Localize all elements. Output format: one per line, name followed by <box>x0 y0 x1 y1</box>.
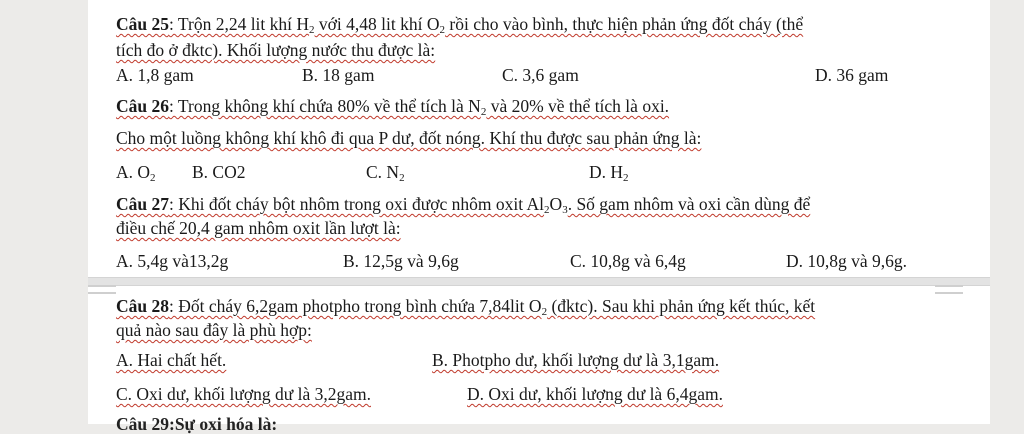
q27-option-d: D. 10,8g và 9,6g. <box>786 251 908 271</box>
q28-line1 <box>116 296 815 316</box>
q26-option-a-text: A. O <box>116 162 151 182</box>
q27-label: Câu 27 <box>116 194 169 214</box>
q26-text-a: : Trong không khí chứa 80% về thể tích là N <box>169 96 481 116</box>
q26-label: Câu 26 <box>116 96 169 116</box>
q28-label: Câu 28 <box>116 296 169 316</box>
q27-sub1: 2 <box>544 204 550 216</box>
q26-option-c <box>366 162 405 182</box>
q27-option-c: C. 10,8g và 6,4g <box>570 251 686 271</box>
margin-mark-right <box>935 285 963 287</box>
q26-option-b: B. CO2 <box>192 162 246 182</box>
q26-text-b: và 20% về thể tích là oxi. <box>486 96 670 116</box>
q28-option-b-text: B. Photpho dư, khối lượng dư là 3,1gam. <box>432 350 720 370</box>
q26-option-c-text: C. N <box>366 162 400 182</box>
q25-text-b: với 4,48 lit khí O <box>314 14 440 34</box>
q27-sub2: 3 <box>562 204 568 216</box>
q28-text-line2: quả nào sau đây là phù hợp: <box>116 320 312 340</box>
q28-text-a: : Đốt cháy 6,2gam photpho trong bình chứa 7,84lit O <box>169 296 542 316</box>
q26-option-c-sub: 2 <box>399 172 405 184</box>
q27-line2 <box>116 218 401 238</box>
q25-line2 <box>116 40 435 60</box>
q25-option-b: B. 18 gam <box>302 65 375 85</box>
q27-text-b: O <box>549 194 563 214</box>
q26-line1 <box>116 96 669 116</box>
q28-option-c-text: C. Oxi dư, khối lượng dư là 3,2gam. <box>116 384 371 404</box>
q25-label: Câu 25 <box>116 14 169 34</box>
q28-text-b: (đktc). Sau khi phản ứng kết thúc, kết <box>547 296 816 316</box>
q25-option-a: A. 1,8 gam <box>116 65 194 85</box>
q28-line2 <box>116 320 312 340</box>
page-break <box>88 277 990 286</box>
q26-option-d-text: D. H <box>589 162 624 182</box>
q28-option-d-text: D. Oxi dư, khối lượng dư là 6,4gam. <box>467 384 723 404</box>
q25-text-a: : Trộn 2,24 lit khí H <box>169 14 310 34</box>
q26-text-line2: Cho một luồng không khí khô đi qua P dư, đốt nóng. Khí thu được sau phản ứng là: <box>116 128 702 148</box>
q25-text-line2: tích đo ở đktc). Khối lượng nước thu được là: <box>116 40 436 60</box>
q28-option-a <box>116 350 226 370</box>
q27-option-b: B. 12,5g và 9,6g <box>343 251 459 271</box>
q27-text-c: . Số gam nhôm và oxi cần dùng để <box>567 194 811 214</box>
q28-option-a-text: A. Hai chất hết. <box>116 350 227 370</box>
q25-text-c: rồi cho vào bình, thực hiện phản ứng đốt cháy (thể <box>445 14 804 34</box>
q28-option-b <box>432 350 719 370</box>
q25-sub2: 2 <box>439 24 445 36</box>
q25-option-c: C. 3,6 gam <box>502 65 579 85</box>
q27-option-a: A. 5,4g và13,2g <box>116 251 229 271</box>
q25-line1 <box>116 14 803 34</box>
q26-option-a-sub: 2 <box>150 172 156 184</box>
q25-option-d: D. 36 gam <box>815 65 889 85</box>
q27-text-line2: điều chế 20,4 gam nhôm oxit lần lượt là: <box>116 218 401 238</box>
q27-text-a: : Khi đốt cháy bột nhôm trong oxi được nhôm oxit Al <box>169 194 545 214</box>
q27-line1 <box>116 194 810 214</box>
q26-line2 <box>116 128 701 148</box>
q28-option-c <box>116 384 371 404</box>
q26-option-a <box>116 162 156 182</box>
q26-option-d <box>589 162 629 182</box>
q28-option-d <box>467 384 723 404</box>
margin-mark-left-2 <box>88 292 116 294</box>
q29-partial-line <box>116 414 277 434</box>
margin-mark-left <box>88 285 116 287</box>
q26-sub: 2 <box>480 106 487 118</box>
q26-option-d-sub: 2 <box>623 172 629 184</box>
q28-sub: 2 <box>541 306 548 318</box>
q25-sub1: 2 <box>309 24 315 36</box>
margin-mark-right-2 <box>935 292 963 294</box>
q29-partial-text: Câu 29:Sự oxi hóa là: <box>116 414 278 434</box>
